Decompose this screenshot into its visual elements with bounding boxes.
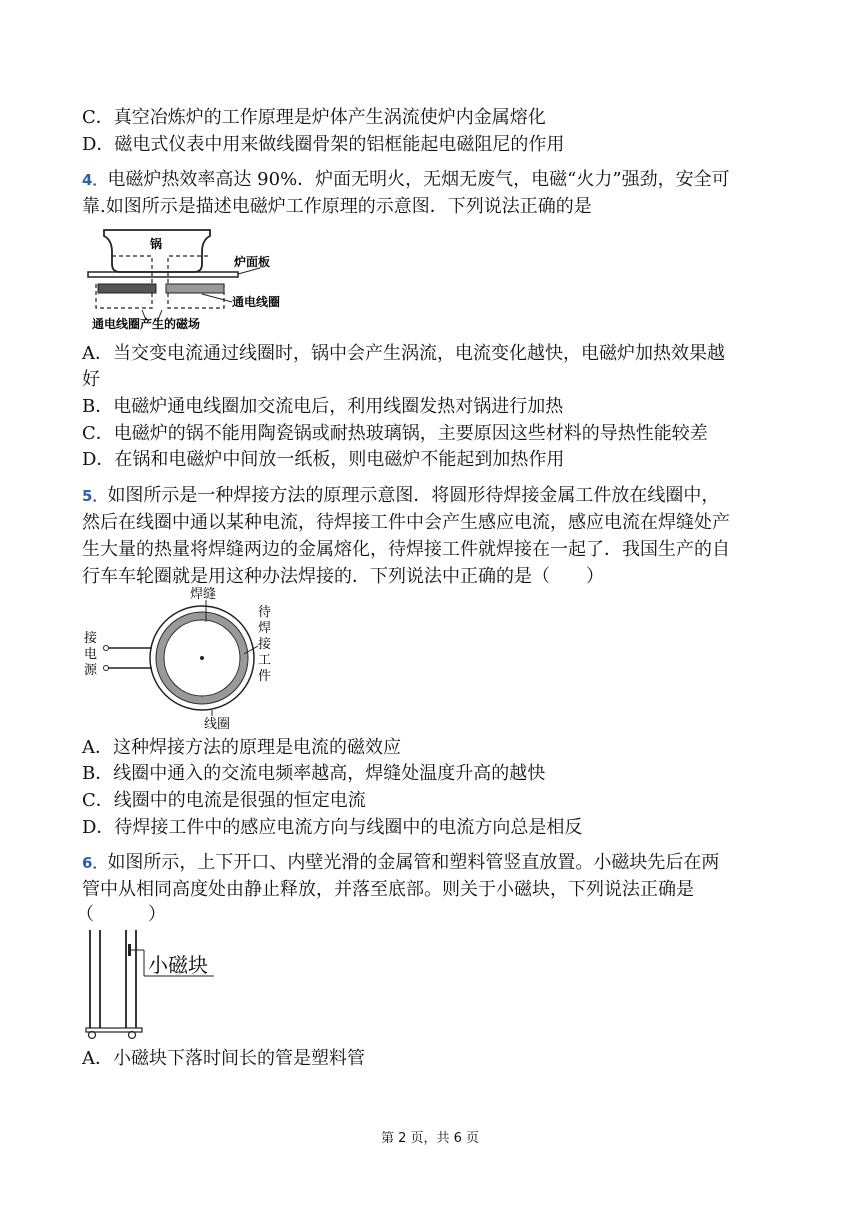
- q4-stem-line1: [82, 168, 730, 192]
- q6-number: 6．: [82, 854, 108, 872]
- q6-stem-line2: 管中从相同高度处由静止释放，并落至底部。则关于小磁块，下列说法正确是: [82, 879, 694, 900]
- q4-stem-text1: 电磁炉热效率高达 90%．炉面无明火，无烟无废气，电磁“火力”强劲，安全可: [107, 169, 730, 190]
- q4-option-c: C．电磁炉的锅不能用陶瓷锅或耐热玻璃锅，主要原因这些材料的导热性能较差: [82, 423, 708, 444]
- q5-option-c: C．线圈中的电流是很强的恒定电流: [82, 790, 366, 811]
- field-label: 通电线圈产生的磁场: [92, 317, 201, 331]
- page-footer: 第 2 页，共 6 页: [380, 1131, 480, 1146]
- coil-label: 通电线圈: [232, 295, 281, 309]
- q4-option-d: D．在锅和电磁炉中间放一纸板，则电磁炉不能起到加热作用: [82, 449, 565, 470]
- q3-option-c: C．真空冶炼炉的工作原理是炉体产生涡流使炉内金属熔化: [82, 107, 546, 128]
- seam-label: 焊缝: [190, 587, 217, 602]
- workpiece-label-1: 待: [258, 605, 272, 620]
- workpiece-label-3: 接: [258, 637, 272, 652]
- q6-stem-line3: （ ）: [76, 904, 166, 925]
- q3-option-d: D．磁电式仪表中用来做线圈骨架的铝框能起电磁阻尼的作用: [82, 134, 565, 155]
- q6-stem-text1: 如图所示，上下开口、内壁光滑的金属管和塑料管竖直放置。小磁块先后在两: [107, 852, 720, 873]
- q6-stem-line1: [82, 851, 719, 875]
- power-label-2: 电: [84, 647, 98, 662]
- q5-stem-line2: 然后在线圈中通以某种电流，待焊接工件中会产生感应电流，感应电流在焊缝处产: [82, 512, 730, 533]
- induction-cooker-figure: [82, 222, 302, 332]
- q4-number: 4．: [82, 171, 108, 189]
- panel-label: 炉面板: [234, 255, 271, 269]
- q5-stem-text1: 如图所示是一种焊接方法的原理示意图．将圆形待焊接金属工件放在线圈中，: [107, 485, 720, 506]
- tube-magnet-figure: [82, 930, 222, 1042]
- q5-stem-line1: [82, 484, 719, 508]
- magnet-label: 小磁块: [148, 953, 208, 977]
- q4-option-a-line2: 好: [82, 369, 100, 390]
- q6-option-a: A．小磁块下落时间长的管是塑料管: [82, 1048, 365, 1069]
- q5-number: 5．: [82, 487, 108, 505]
- power-label-1: 接: [84, 631, 98, 646]
- q5-option-a: A．这种焊接方法的原理是电流的磁效应: [82, 737, 401, 758]
- coil-label-q5: 线圈: [204, 717, 231, 732]
- workpiece-label-2: 焊: [258, 621, 272, 636]
- q4-option-b: B．电磁炉通电线圈加交流电后，利用线圈发热对锅进行加热: [82, 396, 564, 417]
- q4-option-a-line1: A．当交变电流通过线圈时，锅中会产生涡流，电流变化越快，电磁炉加热效果越: [82, 343, 725, 364]
- power-label-3: 源: [84, 663, 98, 678]
- workpiece-label-5: 件: [258, 669, 272, 684]
- pot-label: 锅: [150, 237, 163, 251]
- q5-stem-line4: 行车车轮圈就是用这种办法焊接的．下列说法中正确的是（ ）: [82, 566, 604, 587]
- q5-option-d: D．待焊接工件中的感应电流方向与线圈中的电流方向总是相反: [82, 817, 583, 838]
- q4-stem-line2: 靠.如图所示是描述电磁炉工作原理的示意图．下列说法正确的是: [82, 196, 592, 217]
- welding-figure: [82, 586, 292, 732]
- workpiece-label-4: 工: [258, 653, 272, 668]
- q5-option-b: B．线圈中通入的交流电频率越高，焊缝处温度升高的越快: [82, 763, 546, 784]
- q5-stem-line3: 生大量的热量将焊缝两边的金属熔化，待焊接工件就焊接在一起了．我国生产的自: [82, 539, 730, 560]
